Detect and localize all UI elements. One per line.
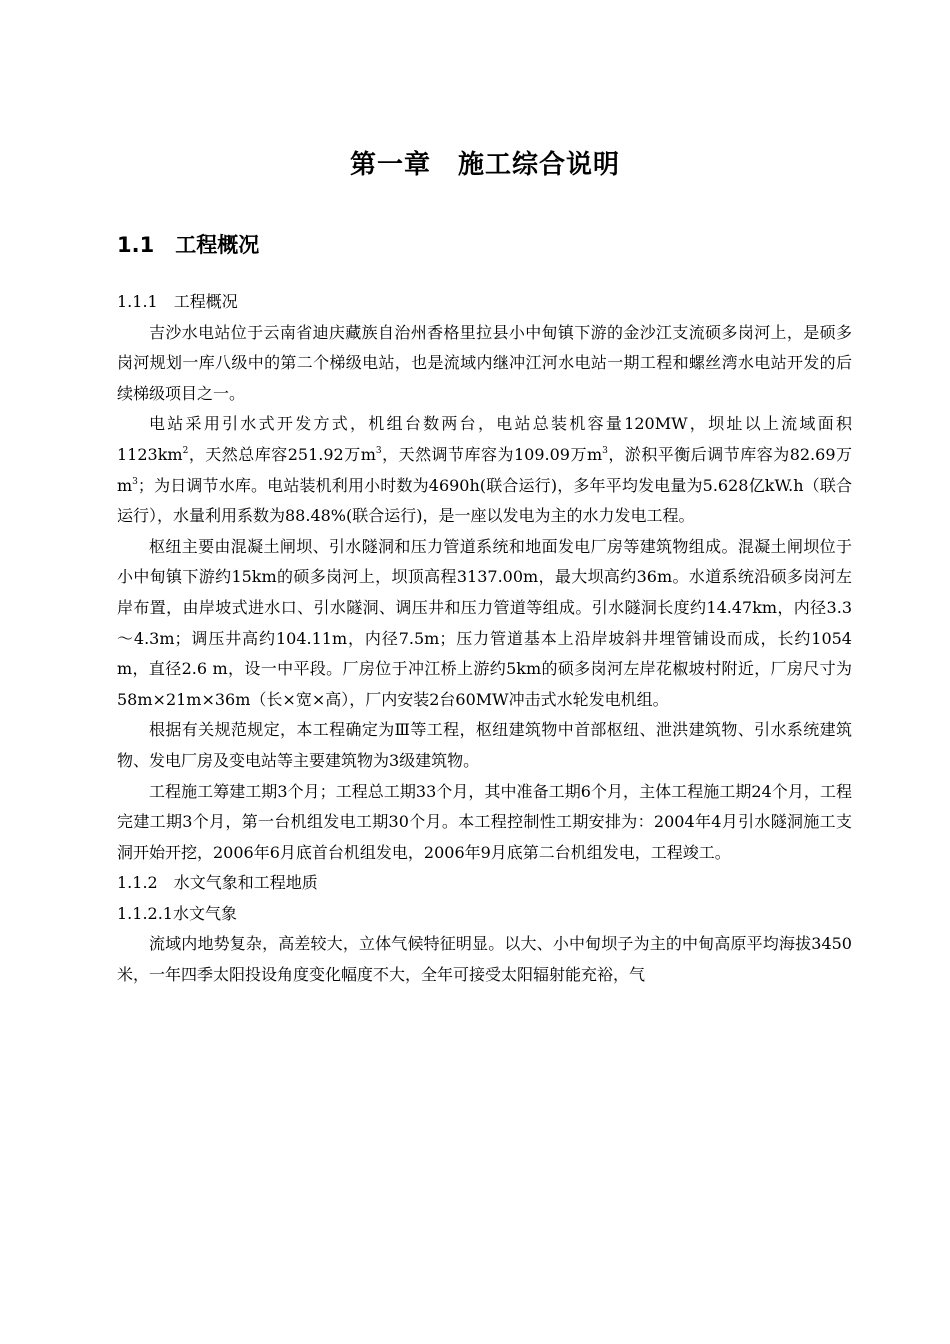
paragraph-location: 吉沙水电站位于云南省迪庆藏族自治州香格里拉县小中甸镇下游的金沙江支流硕多岗河上，是硕多岗河规划一库八级中的第二个梯级电站，也是流域内继冲江河水电站一期工程和螺丝湾水电站开发的后续梯级项目之一。 xyxy=(117,322,852,403)
superscript-3: 3 xyxy=(132,476,138,487)
paragraph-capacity xyxy=(117,409,852,531)
subsection-heading-hydrology: 1.1.2 水文气象和工程地质 xyxy=(117,873,318,893)
paragraph-structures: 枢纽主要由混凝土闸坝、引水隧洞和压力管道系统和地面发电厂房等建筑物组成。混凝土闸坝位于小中甸镇下游约15km的硕多岗河上，坝顶高程3137.00m，最大坝高约36m。水道系统沿硕多岗河左岸布置，由岸坡式进水口、引水隧洞、调压井和压力管道等组成。引水隧洞长度约14.47km，内径3.3～4.3m；调压井高约104.11m，内径7.5m；压力管道基本上沿岸坡斜井埋管铺设而成，长约1054 m，直径2.6 m，设一中平段。厂房位于冲江桥上游约5km的硕多岗河左岸花椒坡村附近，厂房尺寸为58m×21m×36m（长×宽×高），厂内安装2台60MW冲击式水轮发电机组。 xyxy=(117,536,852,709)
superscript-3: 3 xyxy=(375,445,382,456)
section-title: 1.1 工程概况 xyxy=(117,233,260,257)
subsection-heading-overview: 1.1.1 工程概况 xyxy=(117,292,238,311)
paragraph-schedule: 工程施工筹建工期3个月；工程总工期33个月，其中准备工期6个月，主体工程施工期24个月，工程完建工期3个月，第一台机组发电工期30个月。本工程控制性工期安排为：2004年4月引水隧洞施工支洞开始开挖，2006年6月底首台机组发电，2006年9月底第二台机组发电，工程竣工。 xyxy=(117,781,852,862)
chapter-title: 第一章 施工综合说明 xyxy=(349,150,620,180)
subsection-heading-climate: 1.1.2.1水文气象 xyxy=(117,903,237,923)
superscript-3: 3 xyxy=(602,445,608,456)
paragraph-capacity-part-e: ；为日调节水库。电站装机利用小时数为4690h(联合运行)，多年平均发电量为5.628亿kW.h（联合运行），水量利用系数为88.48%(联合运行)，是一座以发电为主的水力发电工程。 xyxy=(117,475,852,526)
superscript-2: 2 xyxy=(182,445,189,456)
paragraph-capacity-part-b: ，天然总库容251.92万m xyxy=(188,444,376,464)
paragraph-capacity-part-d: ，淤积平衡后调节库容为82.69万m xyxy=(117,444,852,495)
paragraph-capacity-part-c: ，天然调节库容为109.09万m xyxy=(381,444,603,464)
paragraph-climate: 流域内地势复杂，高差较大，立体气候特征明显。以大、小中甸坝子为主的中甸高原平均海拔3450米，一年四季太阳投设角度变化幅度不大，全年可接受太阳辐射能充裕，气 xyxy=(117,934,852,985)
paragraph-capacity-part-a: 电站采用引水式开发方式，机组台数两台，电站总装机容量120MW，坝址以上流域面积1123km xyxy=(117,414,852,464)
body-text xyxy=(117,287,852,991)
paragraph-grade: 根据有关规范规定，本工程确定为Ⅲ等工程，枢纽建筑物中首部枢纽、泄洪建筑物、引水系统建筑物、发电厂房及变电站等主要建筑物为3级建筑物。 xyxy=(117,720,852,770)
